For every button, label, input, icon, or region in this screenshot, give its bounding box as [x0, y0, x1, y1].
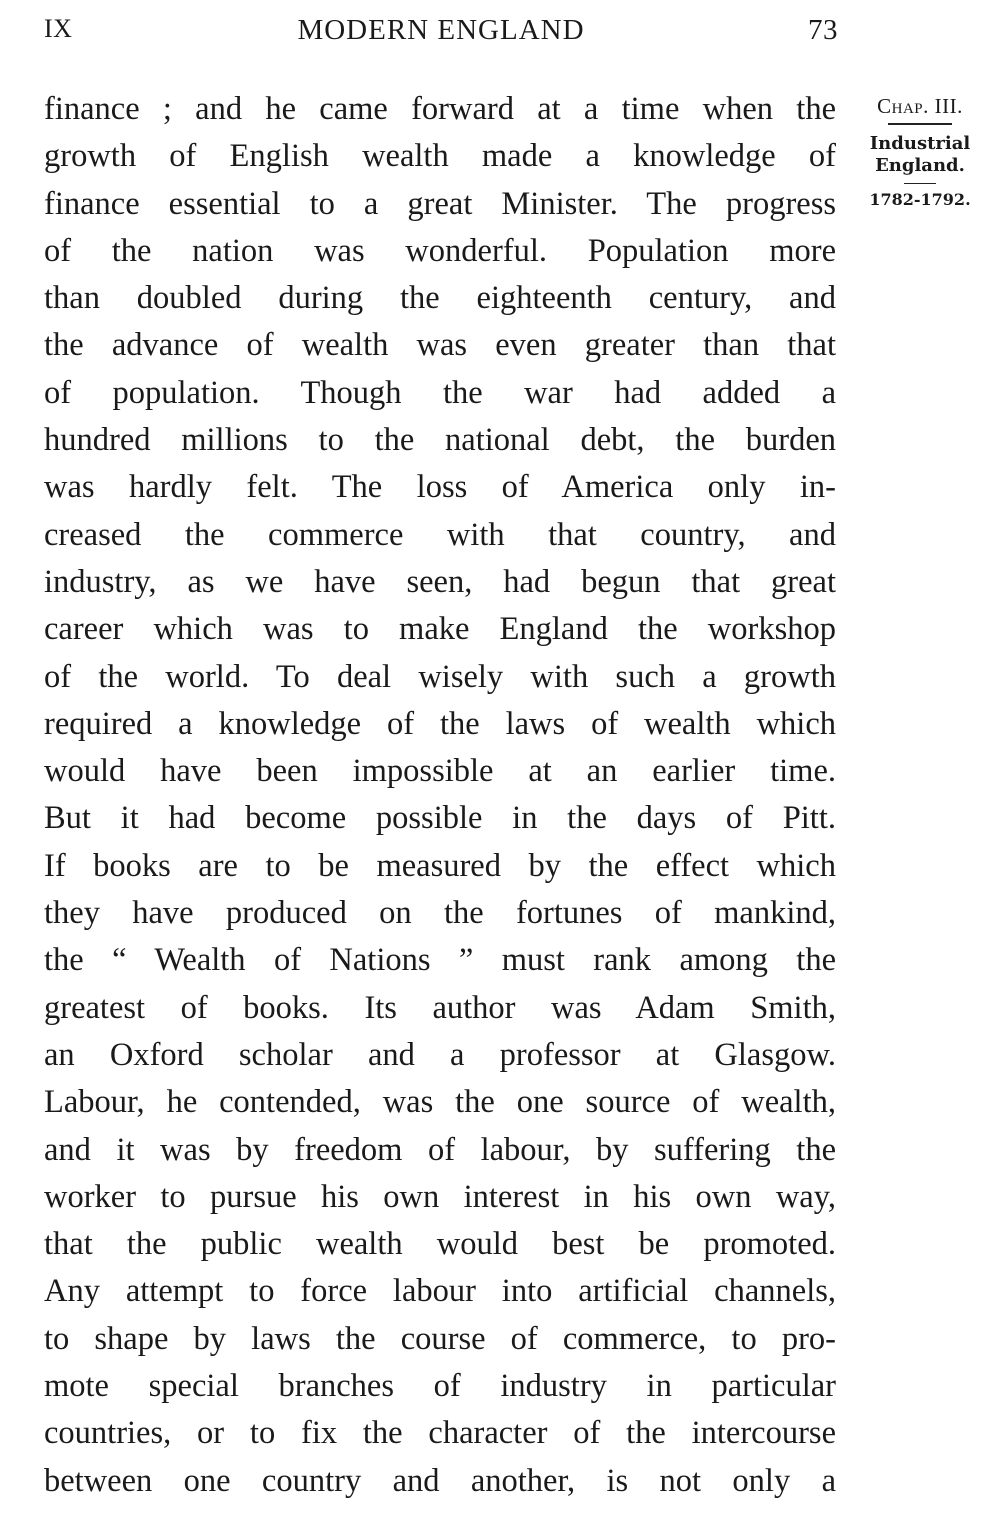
- text-line: of the world. To deal wisely with such a growth: [44, 658, 836, 695]
- text-line: and it was by freedom of labour, by suffering the: [44, 1131, 836, 1168]
- margin-rule-short: [904, 183, 936, 184]
- text-line: between one country and another, is not only a: [44, 1462, 836, 1499]
- margin-title-line1: Industrial: [869, 133, 971, 154]
- text-line: to shape by laws the course of commerce, to pro-: [44, 1320, 836, 1357]
- text-line: an Oxford scholar and a professor at Glasgow.: [44, 1036, 836, 1073]
- text-line: than doubled during the eighteenth century, and: [44, 280, 836, 317]
- text-line: mote special branches of industry in particular: [44, 1368, 836, 1405]
- text-line: that the public wealth would best be promoted.: [44, 1226, 836, 1263]
- text-line: of population. Though the war had added a: [44, 374, 836, 411]
- margin-rule: [888, 123, 952, 125]
- text-line: Any attempt to force labour into artificial channels,: [44, 1273, 836, 1310]
- text-line: If books are to be measured by the effect which: [44, 847, 836, 884]
- text-line: the “ Wealth of Nations ” must rank among the: [44, 942, 836, 979]
- page-number: 73: [808, 14, 838, 46]
- text-line: they have produced on the fortunes of mankind,: [44, 895, 836, 932]
- text-line: industry, as we have seen, had begun that great: [44, 563, 836, 600]
- text-line: career which was to make England the workshop: [44, 611, 836, 648]
- text-line: finance ; and he came forward at a time when the: [44, 91, 836, 127]
- running-title: MODERN ENGLAND: [297, 14, 585, 46]
- text-line: growth of English wealth made a knowledge of: [44, 138, 836, 175]
- text-line: hundred millions to the national debt, the burden: [44, 422, 836, 459]
- text-line: would have been impossible at an earlier time.: [44, 753, 836, 790]
- text-line: Labour, he contended, was the one source of wealth,: [44, 1084, 836, 1121]
- text-line: greatest of books. Its author was Adam Smith,: [44, 989, 836, 1026]
- running-head: [44, 14, 838, 54]
- text-line: worker to pursue his own interest in his own way,: [44, 1178, 836, 1215]
- text-line: countries, or to fix the character of the intercourse: [44, 1415, 836, 1452]
- margin-title-line2: England.: [875, 155, 965, 176]
- text-line: required a knowledge of the laws of wealth which: [44, 705, 836, 742]
- chapter-numeral: IX: [44, 14, 73, 43]
- margin-note: [858, 94, 982, 209]
- text-line: finance essential to a great Minister. The progress: [44, 185, 836, 222]
- margin-dates: 1782-1792.: [869, 190, 971, 209]
- text-line: was hardly felt. The loss of America only in-: [44, 469, 836, 506]
- margin-chapter: Chap. III.: [877, 94, 963, 118]
- body-text: [44, 86, 836, 1505]
- text-line: But it had become possible in the days of Pitt.: [44, 800, 836, 837]
- text-line: creased the commerce with that country, and: [44, 516, 836, 553]
- text-line: the advance of wealth was even greater than that: [44, 327, 836, 364]
- text-line: of the nation was wonderful. Population more: [44, 232, 836, 269]
